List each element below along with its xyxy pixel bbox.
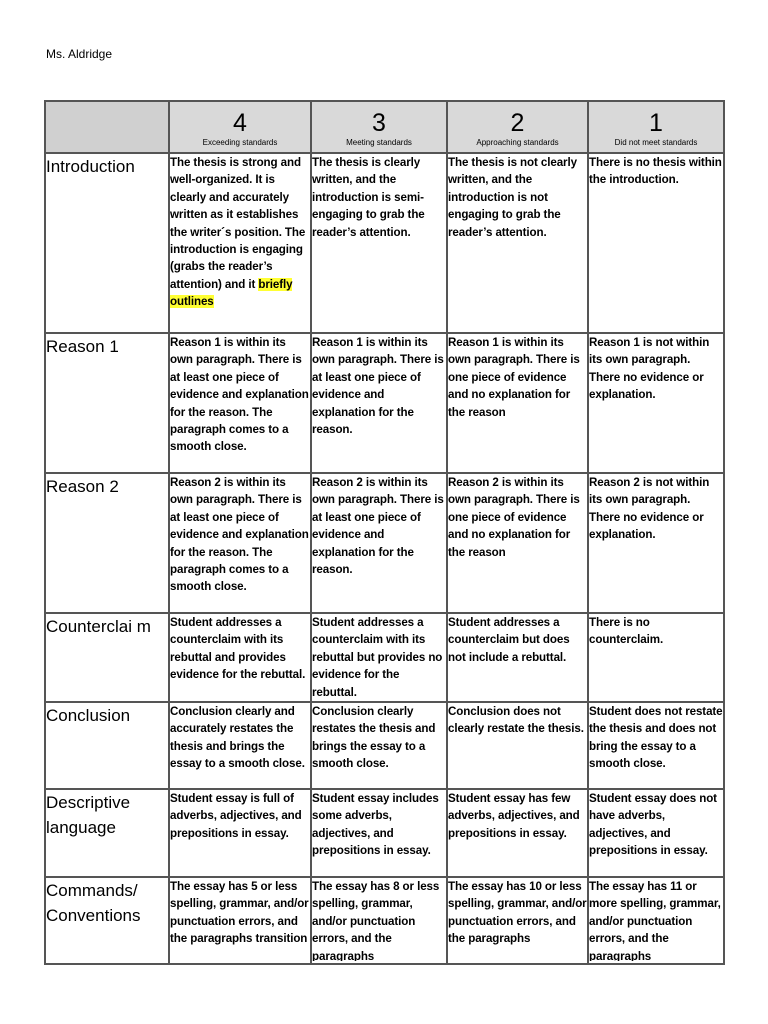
rubric-cell	[311, 877, 447, 964]
rubric-row-conclusion	[45, 702, 724, 789]
rubric-cell	[588, 877, 724, 964]
rubric-table	[44, 100, 725, 965]
rubric-row-commands-conventions	[45, 877, 724, 964]
score-label: 2	[510, 109, 525, 137]
header-row	[45, 101, 724, 153]
rubric-cell	[169, 877, 311, 964]
rubric-row-reason-2	[45, 473, 724, 613]
rubric-cell: Student addresses a counterclaim with its rebuttal but provides no evidence for the rebuttal.	[311, 613, 447, 702]
criterion-label: Descriptive language	[45, 789, 169, 877]
rubric-cell: Student essay does not have adverbs, adjectives, and prepositions in essay.	[588, 789, 724, 877]
teacher-name: Ms. Aldridge	[46, 47, 113, 61]
rubric-cell: There is no thesis within the introduction.	[588, 153, 724, 333]
rubric-cell: Conclusion does not clearly restate the thesis.	[447, 702, 588, 789]
highlighted-text: briefly outlines	[170, 277, 293, 309]
rubric-cell: Student addresses a counterclaim but does not include a rebuttal.	[447, 613, 588, 702]
score-label: 4	[233, 109, 247, 137]
cell-text: The essay has 8 or less spelling, grammar, and/or punctuation errors, and the paragraphs	[312, 880, 440, 962]
header-score-1	[588, 101, 724, 153]
header-score-2	[447, 101, 588, 153]
rubric-cell: Reason 1 is within its own paragraph. There is at least one piece of evidence and explanation for the reason.	[311, 333, 447, 473]
rubric-cell: Student essay is full of adverbs, adjectives, and prepositions in essay.	[169, 789, 311, 877]
criterion-label: Conclusion	[45, 702, 169, 789]
rubric-cell: Reason 2 is not within its own paragraph. There no evidence or explanation.	[588, 473, 724, 613]
score-label: 1	[649, 109, 663, 137]
rubric-cell: Student does not restate the thesis and does not bring the essay to a smooth close.	[588, 702, 724, 789]
criterion-label: Introduction	[45, 153, 169, 333]
rubric-cell: Student essay has few adverbs, adjectives, and prepositions in essay.	[447, 789, 588, 877]
rubric-cell: Reason 2 is within its own paragraph. There is at least one piece of evidence and explanation for the reason. The paragraph comes to a smooth close.	[169, 473, 311, 613]
rubric-cell: Reason 2 is within its own paragraph. There is one piece of evidence and no explanation for the reason	[447, 473, 588, 613]
criterion-label: Commands/ Conventions	[45, 877, 169, 964]
level-label: Exceeding standards	[202, 138, 278, 147]
rubric-cell: There is no counterclaim.	[588, 613, 724, 702]
rubric-row-counterclaim	[45, 613, 724, 702]
level-label: Approaching standards	[476, 138, 559, 147]
rubric-cell: The thesis is clearly written, and the introduction is semi-engaging to grab the reader’s attention.	[311, 153, 447, 333]
rubric-cell: Conclusion clearly and accurately restates the thesis and brings the essay to a smooth close.	[169, 702, 311, 789]
rubric-cell: The thesis is not clearly written, and the introduction is not engaging to grab the reader’s attention.	[447, 153, 588, 333]
criterion-label: Counterclai m	[45, 613, 169, 702]
rubric-row-descriptive-language	[45, 789, 724, 877]
rubric-cell: Reason 1 is within its own paragraph. There is one piece of evidence and no explanation for the reason	[447, 333, 588, 473]
rubric-cell: Reason 1 is not within its own paragraph. There no evidence or explanation.	[588, 333, 724, 473]
cell-text: The thesis is strong and well-organized. It is clearly and accurately written as it establishes the writer´s position. The introduction is engaging (grabs the reader’s attention) and it	[170, 156, 306, 291]
level-label: Did not meet standards	[614, 138, 698, 147]
rubric-cell: Student addresses a counterclaim with its rebuttal and provides evidence for the rebuttal.	[169, 613, 311, 702]
header-corner-cell	[45, 101, 169, 153]
score-label: 3	[372, 109, 386, 137]
rubric-cell	[169, 153, 311, 333]
rubric-cell: Student essay includes some adverbs, adjectives, and prepositions in essay.	[311, 789, 447, 877]
level-label: Meeting standards	[346, 138, 412, 147]
header-score-3	[311, 101, 447, 153]
cell-text: The essay has 5 or less spelling, grammar, and/or punctuation errors, and the paragraphs transition	[170, 880, 309, 946]
rubric-cell	[447, 877, 588, 964]
rubric-row-reason-1	[45, 333, 724, 473]
cell-text: The essay has 10 or less spelling, grammar, and/or punctuation errors, and the paragraphs	[448, 880, 587, 946]
rubric-cell: Reason 1 is within its own paragraph. There is at least one piece of evidence and explanation for the reason. The paragraph comes to a smooth close.	[169, 333, 311, 473]
cell-text: The essay has 11 or more spelling, grammar, and/or punctuation errors, and the paragraphs	[589, 880, 721, 962]
criterion-label: Reason 1	[45, 333, 169, 473]
rubric-cell: Reason 2 is within its own paragraph. There is at least one piece of evidence and explanation for the reason.	[311, 473, 447, 613]
rubric-cell: Conclusion clearly restates the thesis and brings the essay to a smooth close.	[311, 702, 447, 789]
rubric-row-introduction	[45, 153, 724, 333]
criterion-label: Reason 2	[45, 473, 169, 613]
header-score-4	[169, 101, 311, 153]
